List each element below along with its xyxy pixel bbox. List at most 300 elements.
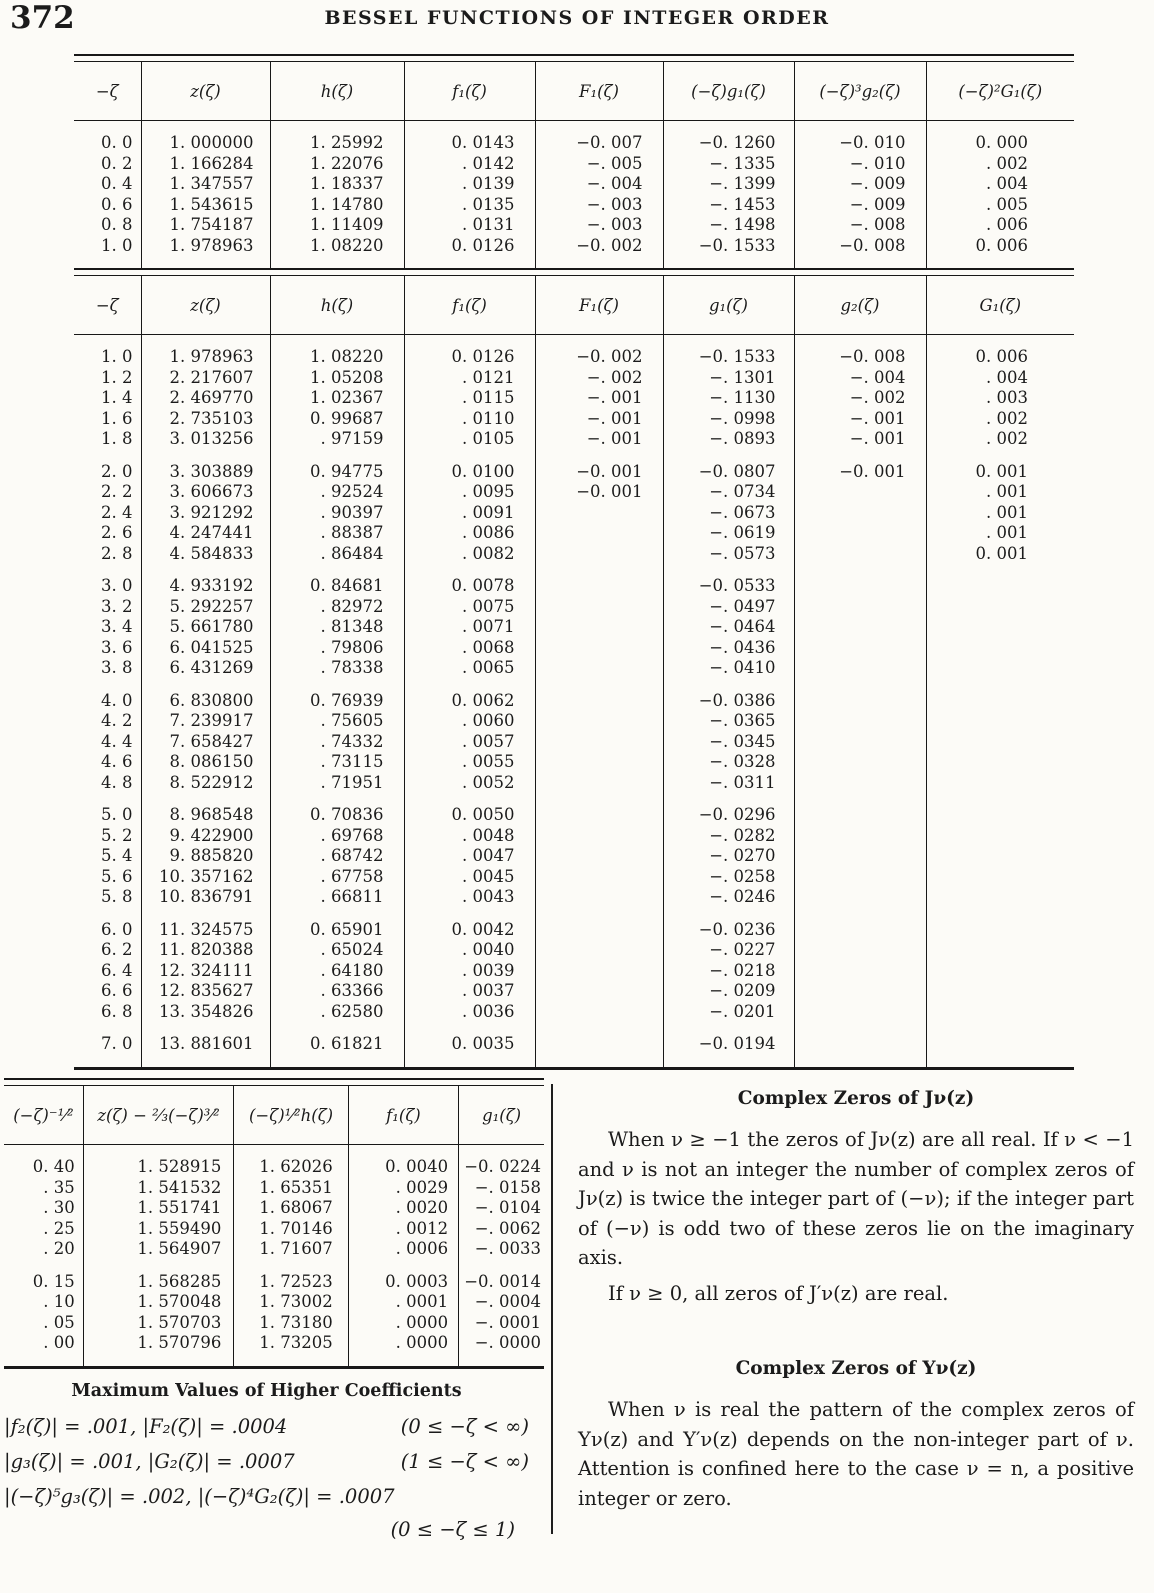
table-cell: 1. 564907 [83,1239,234,1260]
table-cell: −. 003 [535,215,663,236]
table-cell: −0. 0236 [663,908,794,941]
table-cell: 0. 0035 [404,1022,535,1067]
column-header: h(ζ) [270,276,404,335]
table-cell: . 20 [4,1239,83,1260]
table-cell: 2. 2 [74,482,141,503]
table-cell [926,638,1074,659]
column-header: z(ζ) [141,276,270,335]
table-cell: 1. 70146 [234,1219,348,1240]
row-group [74,908,1074,1023]
table-cell: 1. 570048 [83,1292,234,1313]
table-cell [926,940,1074,961]
table-cell: . 0086 [404,523,535,544]
coefficient-formula: |f₂(ζ)| = .001, |F₂(ζ)| = .0004 [4,1414,288,1438]
table-cell: −. 0365 [663,711,794,732]
table-cell: 13. 881601 [141,1022,270,1067]
table-row [74,940,1074,961]
table-cell: 1. 6 [74,409,141,430]
right-column [578,1088,1134,1513]
table-cell: −. 0158 [474,1177,541,1197]
table-cell: . 25 [4,1219,83,1240]
table-row [74,961,1074,982]
table-row [4,1292,544,1313]
table-cell: 0. 6 [74,195,141,216]
bottom-rule [74,1067,1074,1070]
table-cell [926,1022,1074,1067]
section-paragraph: If ν ≥ 0, all zeros of J′ν(z) are real. [608,1281,949,1305]
table-cell: 3. 8 [74,658,141,679]
table-cell [535,846,663,867]
table-cell [794,981,926,1002]
table-cell: 0. 76939 [270,679,404,712]
table-cell: 0. 8 [74,215,141,236]
table-cell [794,752,926,773]
table-row [74,154,1074,175]
table-row [74,867,1074,888]
table-cell: −. 0000 [474,1333,541,1352]
table-cell [535,981,663,1002]
column-header: g₂(ζ) [794,276,926,335]
column-header: F₁(ζ) [535,276,663,335]
table-cell: 0. 65901 [270,908,404,941]
page-number: 372 [10,0,75,36]
row-group [74,450,1074,565]
table-cell: 1. 0 [74,236,141,269]
table-cell: −0. 008 [794,236,926,269]
row-group [74,564,1074,679]
table-cell: . 0029 [348,1178,458,1199]
table-row [74,773,1074,794]
table-cell: . 90397 [270,503,404,524]
table-cell: . 05 [4,1313,83,1334]
table-cell: −0. 1260 [663,121,794,154]
column-header: (−ζ)²G₁(ζ) [926,62,1074,121]
table-cell: −0. 0807 [663,450,794,483]
table-row [74,711,1074,732]
table-cell [794,711,926,732]
table-cell: . 0037 [404,981,535,1002]
table-cell [535,867,663,888]
table-cell: . 0045 [404,867,535,888]
table-row [74,679,1074,712]
table-cell: . 78338 [270,658,404,679]
table-cell: 5. 6 [74,867,141,888]
table-cell: 1. 22076 [270,154,404,175]
table-cell [535,523,663,544]
table-cell: . 74332 [270,732,404,753]
table-cell [794,908,926,941]
table-row [74,236,1074,269]
table-cell: 6. 0 [74,908,141,941]
table-cell [926,597,1074,618]
table-row [74,388,1074,409]
table-cell: . 0057 [404,732,535,753]
table-cell: 4. 0 [74,679,141,712]
table-cell [535,752,663,773]
table-cell [926,773,1074,794]
table-cell: −. 0573 [663,544,794,565]
table-cell [794,1002,926,1023]
table-row [74,544,1074,565]
table-cell [926,564,1074,597]
coefficient-range: (0 ≤ −ζ < ∞) [400,1414,529,1438]
table-cell: −. 0410 [663,658,794,679]
table-cell [794,1022,926,1067]
table-cell: −0. 001 [535,450,663,483]
table-cell: −0. 0014 [464,1271,541,1291]
table-cell [535,544,663,565]
table-cell: 3. 0 [74,564,141,597]
table-cell [794,773,926,794]
table-row [74,732,1074,753]
table-cell: 1. 551741 [83,1198,234,1219]
table-cell [926,826,1074,847]
table-cell: −. 002 [794,388,926,409]
table-cell [794,482,926,503]
row-group [74,121,1074,269]
table-cell: 0. 0062 [404,679,535,712]
table-cell: −. 1453 [663,195,794,216]
column-header: g₁(ζ) [459,1086,544,1145]
table-cell: 0. 0042 [404,908,535,941]
table-cell: . 68742 [270,846,404,867]
table-cell: 0. 70836 [270,793,404,826]
table-cell: 10. 357162 [141,867,270,888]
table-cell: 0. 0040 [348,1145,458,1178]
table-cell: −0. 002 [535,236,663,269]
table-cell: . 82972 [270,597,404,618]
table-cell: 0. 99687 [270,409,404,430]
table-cell: 1. 559490 [83,1219,234,1240]
table-cell: 3. 013256 [141,429,270,450]
table-cell: 4. 6 [74,752,141,773]
table-cell: 6. 8 [74,1002,141,1023]
table-cell: 8. 522912 [141,773,270,794]
table-cell: 1. 72523 [234,1260,348,1293]
table-cell: 1. 978963 [141,335,270,368]
table-row [4,1219,544,1240]
table-cell: 1. 02367 [270,388,404,409]
row-group [74,679,1074,794]
table-cell: . 005 [986,194,1028,214]
table-cell: −. 001 [535,388,663,409]
table-cell [535,1022,663,1067]
table-row [4,1260,544,1293]
table-cell: 1. 08220 [270,335,404,368]
table-cell: . 0052 [404,773,535,794]
table-cell: 1. 570703 [83,1313,234,1334]
table-cell: 3. 2 [74,597,141,618]
table-cell [794,961,926,982]
table-cell: . 004 [986,367,1028,387]
table-row [74,174,1074,195]
table-cell: 0. 0078 [404,564,535,597]
table-cell: −0. 0296 [663,793,794,826]
table-cell: 1. 570796 [83,1333,234,1366]
table-cell: 4. 8 [74,773,141,794]
top-double-rule [74,54,1074,62]
table-cell: . 35 [4,1178,83,1199]
table-cell: 1. 528915 [83,1145,234,1178]
table-cell: −. 010 [794,154,926,175]
column-header: g₁(ζ) [663,276,794,335]
table-cell: . 002 [986,408,1028,428]
table-cell [794,523,926,544]
table-cell: −. 0998 [663,409,794,430]
table-cell: −. 001 [794,409,926,430]
table-cell: 1. 347557 [141,174,270,195]
table-row [74,826,1074,847]
table-cell: 6. 830800 [141,679,270,712]
table-cell: 1. 8 [74,429,141,450]
table-cell: . 71951 [270,773,404,794]
table-cell: 7. 239917 [141,711,270,732]
table-row [74,368,1074,389]
table-cell: . 86484 [270,544,404,565]
table-cell: 1. 543615 [141,195,270,216]
table-cell: 1. 73205 [234,1333,348,1366]
table-cell: 0. 001 [975,461,1028,481]
table-cell [794,597,926,618]
column-header: z(ζ) [141,62,270,121]
table-cell [926,711,1074,732]
row-group [74,1022,1074,1067]
column-header: f₁(ζ) [404,276,535,335]
table-cell: 0. 2 [74,154,141,175]
table-cell: −. 003 [535,195,663,216]
table-cell: 3. 303889 [141,450,270,483]
table-cell: 1. 14780 [270,195,404,216]
table-cell: −. 0001 [474,1312,541,1332]
table-cell: −. 0311 [663,773,794,794]
table-row [74,429,1074,450]
table-cell: 2. 8 [74,544,141,565]
table-cell: . 0142 [404,154,535,175]
table-cell: −0. 0533 [663,564,794,597]
table-cell: 2. 0 [74,450,141,483]
table-cell: −. 0734 [663,482,794,503]
table-cell [535,503,663,524]
column-divider [551,1084,553,1534]
table-cell: 5. 0 [74,793,141,826]
table-cell: −0. 008 [794,335,926,368]
row-group [74,793,1074,908]
table-cell: 0. 61821 [270,1022,404,1067]
table-cell: −. 0062 [474,1218,541,1238]
table-cell [794,564,926,597]
column-header: −ζ [74,62,141,121]
table-cell: 13. 354826 [141,1002,270,1023]
table-cell: . 63366 [270,981,404,1002]
table-cell: 6. 431269 [141,658,270,679]
table-row [74,335,1074,368]
table-cell [535,658,663,679]
table-cell: −. 1335 [663,154,794,175]
table-cell: . 0135 [404,195,535,216]
table-row [74,597,1074,618]
table-cell: . 88387 [270,523,404,544]
table-cell: . 002 [986,153,1028,173]
table-cell [794,826,926,847]
section-title-ynu: Complex Zeros of Yν(z) [735,1358,977,1379]
table-cell [926,846,1074,867]
table-cell: 0. 84681 [270,564,404,597]
table-cell: 0. 0100 [404,450,535,483]
table-cell: −0. 0386 [663,679,794,712]
table-cell: −. 004 [794,368,926,389]
table-cell: 9. 885820 [141,846,270,867]
table-cell: −0. 010 [794,121,926,154]
column-header: h(ζ) [270,62,404,121]
column-header: G₁(ζ) [926,276,1074,335]
table-cell [535,940,663,961]
table-cell: −. 0246 [663,887,794,908]
table-cell: −0. 001 [535,482,663,503]
table-cell: −. 0004 [474,1292,541,1311]
table-cell: 8. 086150 [141,752,270,773]
table-cell: 1. 73002 [234,1292,348,1313]
table-cell: 0. 0050 [404,793,535,826]
coefficient-formula: |g₃(ζ)| = .001, |G₂(ζ)| = .0007 [4,1449,295,1473]
table-cell [794,793,926,826]
table-cell: . 0075 [404,597,535,618]
table-cell: 1. 11409 [270,215,404,236]
table-cell: . 65024 [270,940,404,961]
table-cell: . 10 [4,1292,83,1313]
table-row [74,1002,1074,1023]
table-cell: . 0040 [404,940,535,961]
table-cell: . 0036 [404,1002,535,1023]
column-header: (−ζ)⁻¹⁄² [4,1086,83,1145]
table-cell: . 004 [986,174,1028,193]
table-cell: 6. 6 [74,981,141,1002]
table-cell: 9. 422900 [141,826,270,847]
table-cell [535,711,663,732]
table-cell: 1. 68067 [234,1198,348,1219]
table-cell: 8. 968548 [141,793,270,826]
table-cell: . 73115 [270,752,404,773]
table-cell: 0. 94775 [270,450,404,483]
table-cell [926,679,1074,712]
table-row [74,215,1074,236]
table-cell: 5. 2 [74,826,141,847]
max-coefficients-title: Maximum Values of Higher Coefficients [71,1380,462,1401]
tables-area [74,54,1074,1070]
table-cell: . 0001 [348,1292,458,1313]
table-cell: −0. 0194 [663,1022,794,1067]
table-cell [926,908,1074,941]
table-cell [535,887,663,908]
column-header: (−ζ)¹⁄²h(ζ) [234,1086,348,1145]
table-row [74,793,1074,826]
table-cell: −. 0270 [663,846,794,867]
table-row [4,1239,544,1260]
column-header: f₁(ζ) [348,1086,458,1145]
table-cell: 1. 978963 [141,236,270,269]
table-cell [926,961,1074,982]
table-cell [535,961,663,982]
table-cell: 1. 166284 [141,154,270,175]
table-cell: 0. 0 [74,121,141,154]
table-cell: . 0091 [404,503,535,524]
table-cell: . 0071 [404,617,535,638]
table-cell: −0. 0224 [464,1157,541,1176]
table-row [74,195,1074,216]
table-cell: 0. 0003 [348,1260,458,1293]
table-cell: −. 001 [535,409,663,430]
table-cell: . 75605 [270,711,404,732]
table-cell: −. 1301 [663,368,794,389]
table-cell: 0. 0126 [404,236,535,269]
table-cell: . 003 [986,388,1028,407]
table-cell [535,773,663,794]
column-header: (−ζ)g₁(ζ) [663,62,794,121]
table-cell: . 0105 [404,429,535,450]
row-group [74,335,1074,450]
table-cell: 7. 0 [74,1022,141,1067]
table-cell: 11. 324575 [141,908,270,941]
coefficient-line [4,1444,529,1479]
table-cell: . 0060 [404,711,535,732]
table-cell: −0. 002 [535,335,663,368]
left-column [4,1078,544,1546]
table-cell: 2. 6 [74,523,141,544]
table-cell: 5. 292257 [141,597,270,618]
bottom-area [0,1078,1154,1593]
table-cell: 4. 247441 [141,523,270,544]
table-cell: 1. 2 [74,368,141,389]
table-cell: −. 009 [794,174,926,195]
table-cell: −. 0328 [663,752,794,773]
table-cell: 12. 324111 [141,961,270,982]
table-cell: −0. 1533 [663,236,794,269]
table-cell: . 001 [986,502,1028,522]
table-cell: −. 0497 [663,597,794,618]
section-paragraph: When ν is real the pattern of the complex zeros of Yν(z) and Y′ν(z) depends on the non-integer part of ν. Attention is confined here to the case ν = n, a positive integer or zero. [578,1398,1134,1510]
table-row [74,846,1074,867]
table-cell: 1. 4 [74,388,141,409]
table-cell: . 0068 [404,638,535,659]
table-cell: . 66811 [270,887,404,908]
table-cell: . 0115 [404,388,535,409]
table-cell [794,867,926,888]
table-cell: 1. 65351 [234,1178,348,1199]
table-cell: −. 001 [794,429,926,450]
column-header: (−ζ)³g₂(ζ) [794,62,926,121]
table-cell [926,658,1074,679]
table-cell: 0. 4 [74,174,141,195]
table-cell: −. 0673 [663,503,794,524]
table-cell: 1. 000000 [141,121,270,154]
table-cell: . 0006 [348,1239,458,1260]
table-row [74,658,1074,679]
table-cell: 1. 08220 [270,236,404,269]
table-cell: . 62580 [270,1002,404,1023]
table-cell [535,908,663,941]
table-cell: −. 0893 [663,429,794,450]
section-title-jnu: Complex Zeros of Jν(z) [737,1088,975,1109]
table-cell: −. 0201 [663,1002,794,1023]
header-row [4,1086,544,1145]
table-cell: . 79806 [270,638,404,659]
table-cell: −. 0227 [663,940,794,961]
lower-coefficient-table [74,276,1074,1067]
table-cell: −. 002 [535,368,663,389]
table-cell: 0. 006 [975,235,1028,255]
table-cell: 7. 658427 [141,732,270,753]
table-cell: −. 0282 [663,826,794,847]
table-cell: −. 0209 [663,981,794,1002]
